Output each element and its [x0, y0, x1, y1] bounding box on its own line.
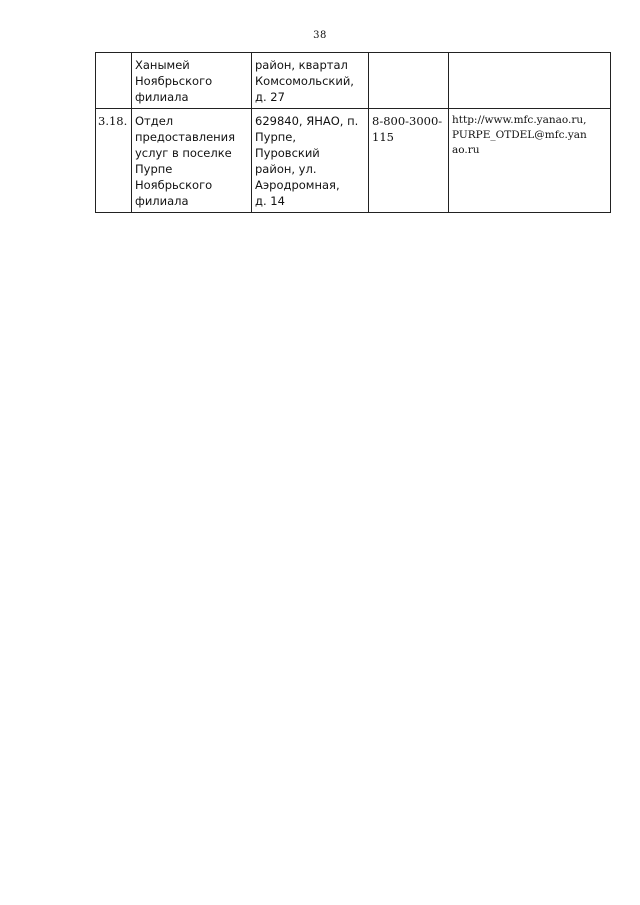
office-name-cell	[132, 109, 252, 213]
office-website-link[interactable]: http://www.mfc.yanao.ru,	[452, 114, 587, 126]
office-address-line: Комсомольский,	[255, 74, 354, 88]
mfc-offices-table	[95, 52, 611, 213]
office-address-line: район, ул.	[255, 162, 317, 176]
row-number-cell	[96, 53, 132, 109]
office-email-link[interactable]: PURPE_OTDEL@mfc.yan	[452, 129, 587, 141]
office-address-line: Пуровский	[255, 146, 320, 160]
office-address-line: Пурпе,	[255, 130, 297, 144]
row-number-cell: 3.18.	[96, 109, 132, 213]
office-phone-cell	[369, 53, 449, 109]
office-name-line: Ханымей	[135, 58, 190, 72]
office-phone-line: 115	[372, 130, 394, 144]
office-name-line: Пурпе	[135, 162, 173, 176]
office-name-line: филиала	[135, 90, 189, 104]
office-phone-line: 8-800-3000-	[372, 114, 443, 128]
office-contact-cell	[449, 109, 611, 213]
office-address-line: д. 14	[255, 194, 285, 208]
table-row	[96, 109, 611, 213]
office-name-line: предоставления	[135, 130, 236, 144]
office-contact-cell	[449, 53, 611, 109]
office-name-line: филиала	[135, 194, 189, 208]
office-address-line: Аэродромная,	[255, 178, 340, 192]
office-name-line: услуг в поселке	[135, 146, 232, 160]
office-address-cell	[252, 109, 369, 213]
office-address-line: район, квартал	[255, 58, 348, 72]
office-address-line: д. 27	[255, 90, 285, 104]
office-address-line: 629840, ЯНАО, п.	[255, 114, 359, 128]
office-name-line: Ноябрьского	[135, 178, 213, 192]
page-number: 38	[313, 30, 327, 41]
office-phone-cell	[369, 109, 449, 213]
table-row	[96, 53, 611, 109]
office-email-link[interactable]: ao.ru	[452, 144, 480, 156]
office-name-cell	[132, 53, 252, 109]
office-address-cell	[252, 53, 369, 109]
office-name-line: Ноябрьского	[135, 74, 213, 88]
office-name-line: Отдел	[135, 114, 174, 128]
